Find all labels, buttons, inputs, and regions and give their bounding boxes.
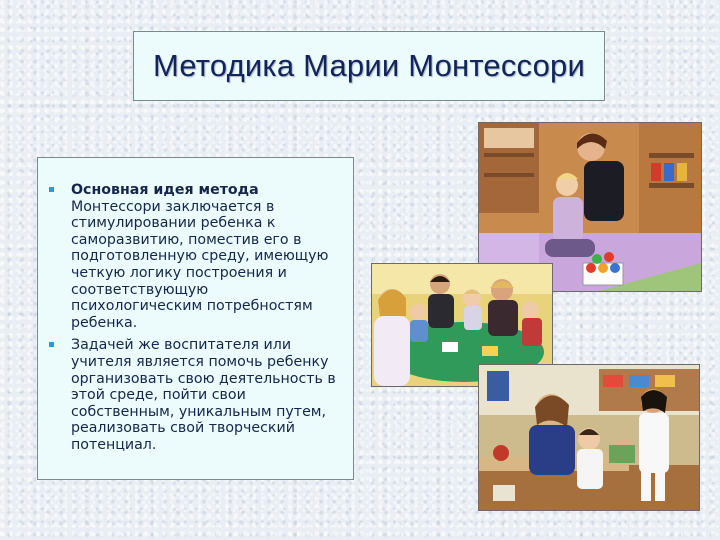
title-box xyxy=(133,31,605,101)
slide-title: Методика Марии Монтессори xyxy=(153,48,585,83)
bullet-item xyxy=(48,337,343,453)
bullet-text: Монтессори заключается в стимулировании ребенка к саморазвитию, поместив его в подготовленную среду, имеющую четкую логику построения и соответствующую психологическим потребностям ребенка. xyxy=(71,198,329,331)
photo-classroom xyxy=(478,364,700,511)
bullet-lead: Основная идея метода xyxy=(71,182,259,198)
bullet-square-icon xyxy=(49,187,54,192)
bullet-text: Задачей же воспитателя или учителя является помочь ребенку организовать свою деятельность в этой среде, пойти свои собственным, уникальным путем, реализовать свой творческий потенциал. xyxy=(71,337,336,453)
text-box xyxy=(37,157,354,480)
bullet-item xyxy=(48,182,343,331)
bullet-square-icon xyxy=(49,342,54,347)
